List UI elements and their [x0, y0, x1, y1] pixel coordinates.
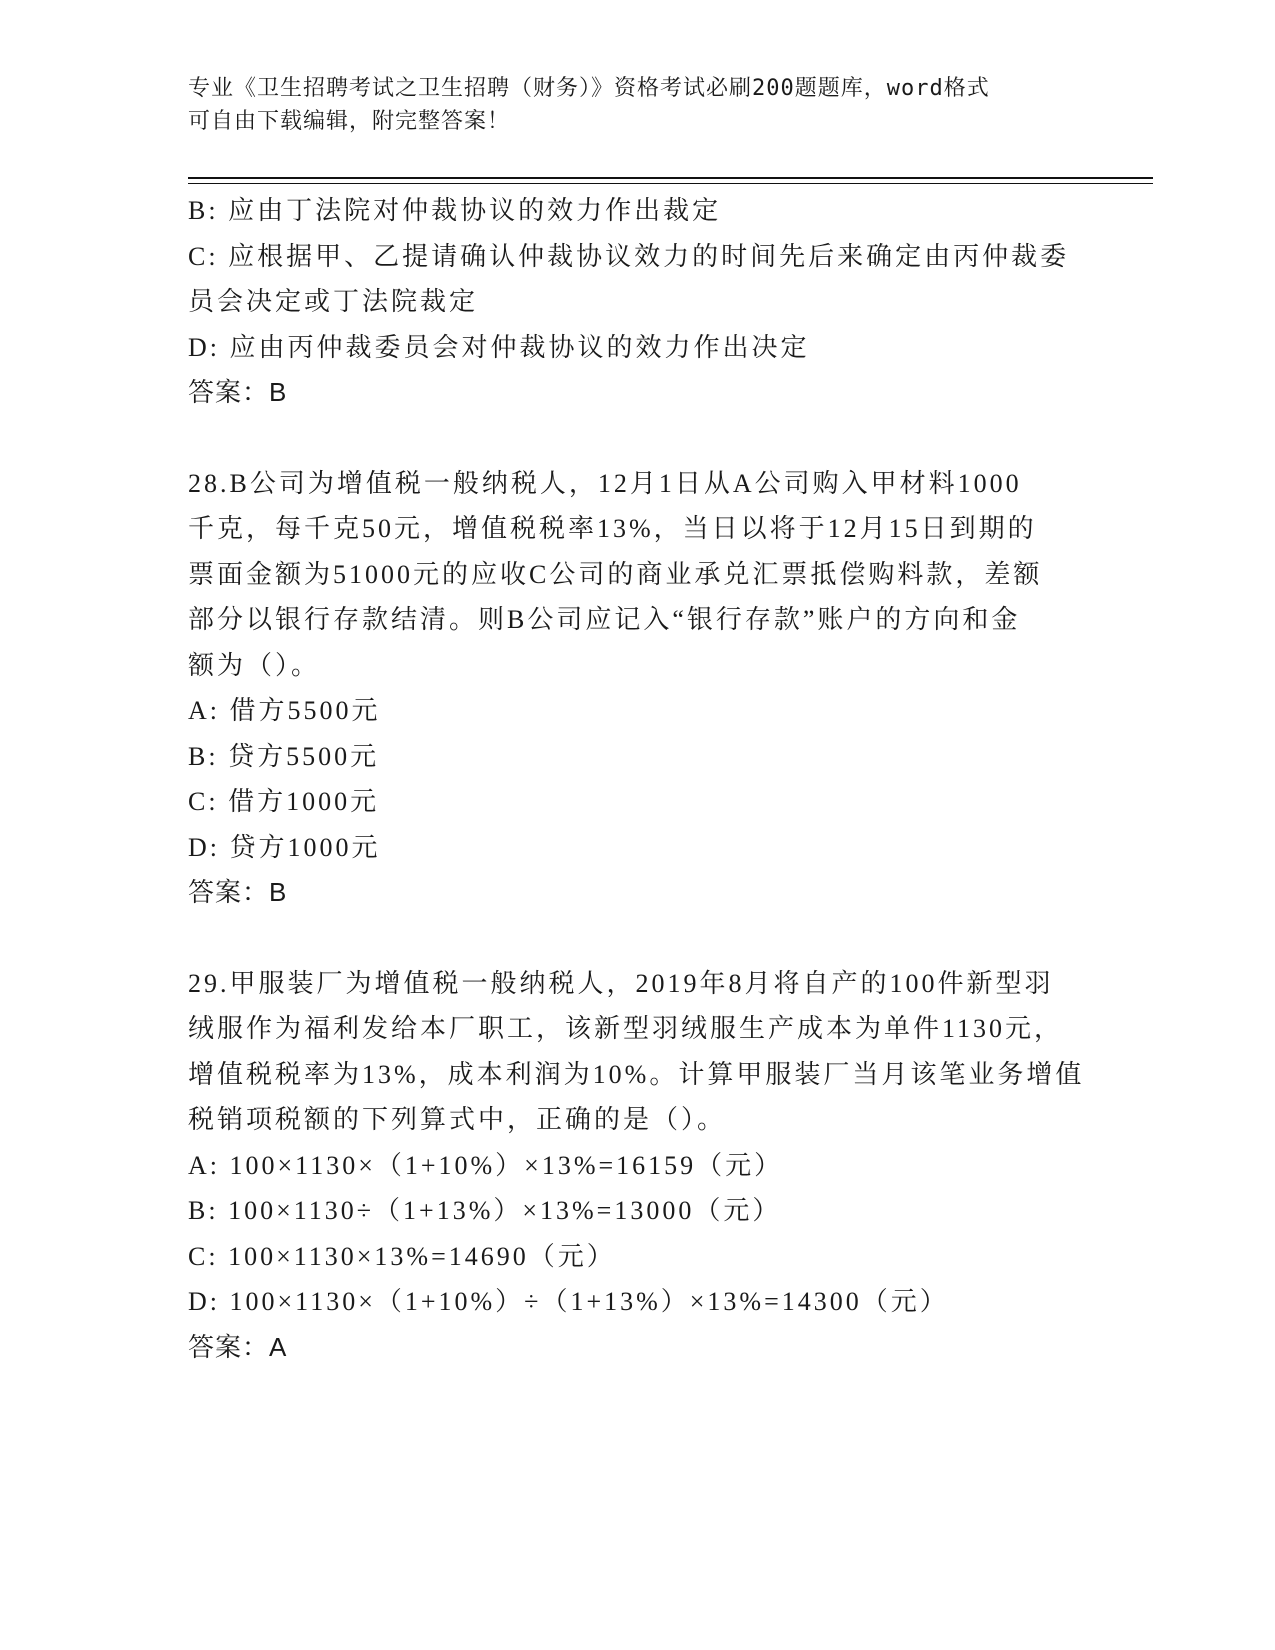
q28-stem-line-5: 额为（）。: [188, 650, 321, 680]
q29-stem-line-1: 29.甲服装厂为增值税一般纳税人，2019年8月将自产的100件新型羽: [188, 968, 1054, 998]
q29-stem-line-3: 增值税税率为13%，成本利润为10%。计算甲服装厂当月该笔业务增值: [188, 1059, 1085, 1089]
q29-stem-line-2: 绒服作为福利发给本厂职工，该新型羽绒服生产成本为单件1130元，: [188, 1014, 1064, 1043]
q27-option-c-line-2: 员会决定或丁法院裁定: [188, 287, 479, 316]
header-title-line-2: 可自由下载编辑，附完整答案！: [188, 109, 511, 134]
q29-option-a: A: 100×1130×（1+10%）×13%=16159（元）: [188, 1150, 784, 1180]
header-title-line-1: 专业《卫生招聘考试之卫生招聘（财务）》资格考试必刷200题题库，word格式: [188, 76, 990, 101]
q28-answer: 答案：B: [188, 877, 288, 907]
q29-answer: 答案：A: [188, 1331, 288, 1362]
q28-stem-line-2: 千克，每千克50元，增值税税率13%，当日以将于12月15日到期的: [188, 514, 1037, 543]
q29-option-b: B: 100×1130÷（1+13%）×13%=13000（元）: [188, 1196, 782, 1225]
q28-option-c: C: 借方1000元: [188, 787, 380, 816]
header-divider-thin: [188, 183, 1153, 184]
q27-option-c-line-1: C: 应根据甲、乙提请确认仲裁协议效力的时间先后来确定由丙仲裁委: [188, 241, 1070, 271]
header-divider-thick: [188, 177, 1153, 179]
document-body: [188, 188, 1088, 1370]
q28-option-d: D: 贷方1000元: [188, 832, 381, 862]
q27-option-d: D: 应由丙仲裁委员会对仲裁协议的效力作出决定: [188, 332, 810, 362]
document-header: [188, 72, 1088, 138]
question-29: [188, 961, 1088, 1371]
q27-answer: 答案：B: [188, 377, 288, 407]
q28-stem-line-4: 部分以银行存款结清。则B公司应记入“银行存款”账户的方向和金: [188, 605, 1021, 634]
question-27-continued: [188, 188, 1088, 416]
q28-stem-line-3: 票面金额为51000元的应收C公司的商业承兑汇票抵偿购料款，差额: [188, 559, 1043, 589]
q28-stem-line-1: 28.B公司为增值税一般纳税人，12月1日从A公司购入甲材料1000: [188, 468, 1022, 498]
q29-option-d: D: 100×1130×（1+10%）÷（1+13%）×13%=14300（元）: [188, 1287, 949, 1316]
q29-stem-line-4: 税销项税额的下列算式中，正确的是（）。: [188, 1105, 727, 1134]
q28-option-b: B: 贷方5500元: [188, 741, 380, 771]
q27-option-b: B: 应由丁法院对仲裁协议的效力作出裁定: [188, 196, 722, 225]
question-28: [188, 461, 1088, 916]
q28-option-a: A: 借方5500元: [188, 696, 381, 725]
q29-option-c: C: 100×1130×13%=14690（元）: [188, 1241, 616, 1271]
